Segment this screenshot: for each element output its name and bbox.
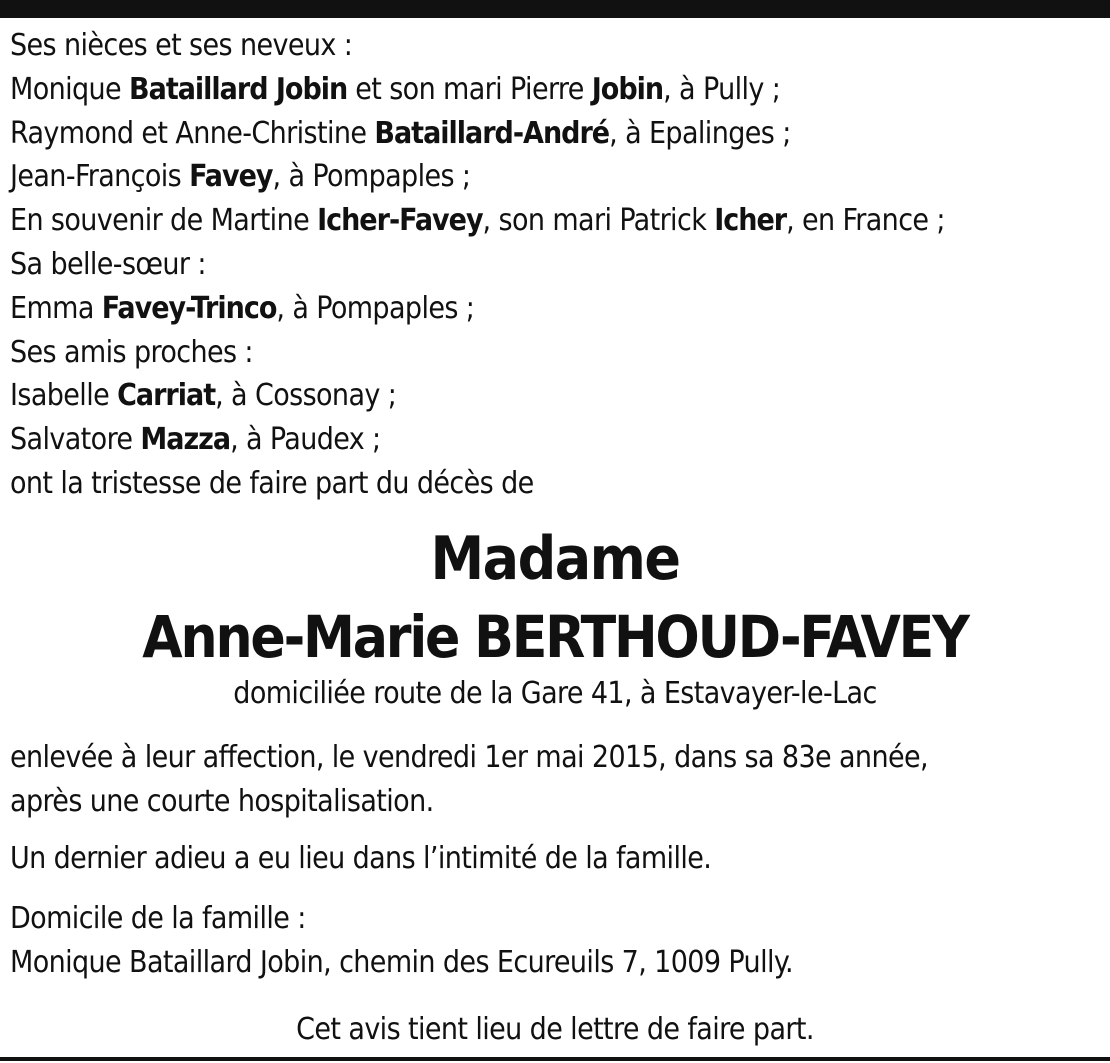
mourner-line <box>10 462 1105 506</box>
mourner-line <box>10 287 1105 331</box>
line-text: , à Pompaples ; <box>272 159 471 195</box>
surname-bold: Favey <box>189 159 273 195</box>
line-text: ont la tristesse de faire part du décès de <box>10 465 534 501</box>
line-text: Isabelle <box>10 378 118 414</box>
surname-bold: Icher-Favey <box>317 203 483 239</box>
surname-bold: Bataillard Jobin <box>129 71 348 107</box>
line-text: et son mari Pierre <box>347 71 592 107</box>
death-announcement-line: enlevée à leur affection, le vendredi 1er mai 2015, dans sa 83e année, <box>10 740 928 775</box>
line-text: Ses amis proches : <box>10 334 253 370</box>
top-border-rule <box>0 0 1110 18</box>
mourner-line <box>10 112 1105 156</box>
family-domicile-label: Domicile de la famille : <box>10 901 306 936</box>
farewell-paragraph: Un dernier adieu a eu lieu dans l’intimité de la famille. <box>10 841 712 876</box>
line-text: Emma <box>10 290 102 326</box>
line-text: , en France ; <box>786 203 945 239</box>
mourner-line <box>10 68 1105 112</box>
line-text: , à Pully ; <box>663 71 781 107</box>
mourner-line <box>10 199 1105 243</box>
death-announcement-paragraph <box>10 736 1105 823</box>
surname-bold: Icher <box>714 203 787 239</box>
mourner-line <box>10 155 1105 199</box>
surname-bold: Mazza <box>140 422 231 458</box>
surname-bold: Favey-Trinco <box>101 290 277 326</box>
mourners-list <box>10 24 1105 506</box>
line-text: En souvenir de Martine <box>10 203 318 239</box>
line-text: , à Cossonay ; <box>215 378 397 414</box>
deceased-address: domiciliée route de la Gare 41, à Estavayer-le-Lac <box>233 676 877 711</box>
line-text: , son mari Patrick <box>482 203 715 239</box>
line-text: , à Paudex ; <box>230 422 381 458</box>
line-text: Monique <box>10 71 130 107</box>
line-text: Ses nièces et ses neveux : <box>10 28 353 63</box>
family-domicile-block <box>10 897 1105 984</box>
mourner-line <box>10 24 1105 68</box>
deceased-honorific: Madame <box>430 524 680 594</box>
family-domicile-address: Monique Bataillard Jobin, chemin des Ecureuils 7, 1009 Pully. <box>10 944 793 980</box>
line-text: , à Epalinges ; <box>609 115 791 151</box>
line-text: Raymond et Anne-Christine <box>10 115 375 151</box>
death-announcement-line: après une courte hospitalisation. <box>10 783 434 819</box>
mourner-line <box>10 374 1105 418</box>
closing-note: Cet avis tient lieu de lettre de faire part. <box>296 1012 814 1047</box>
surname-bold: Bataillard-André <box>374 115 610 151</box>
line-text: Jean-François <box>10 159 190 195</box>
line-text: , à Pompaples ; <box>276 290 475 326</box>
line-text: Sa belle-sœur : <box>10 246 206 282</box>
surname-bold: Carriat <box>117 378 216 414</box>
bottom-border-rule <box>0 1057 1110 1061</box>
mourner-line <box>10 331 1105 375</box>
mourner-line <box>10 243 1105 287</box>
surname-bold: Jobin <box>591 71 664 107</box>
line-text: Salvatore <box>10 422 141 458</box>
deceased-full-name: Anne-Marie BERTHOUD-FAVEY <box>142 603 968 671</box>
mourner-line <box>10 418 1105 462</box>
